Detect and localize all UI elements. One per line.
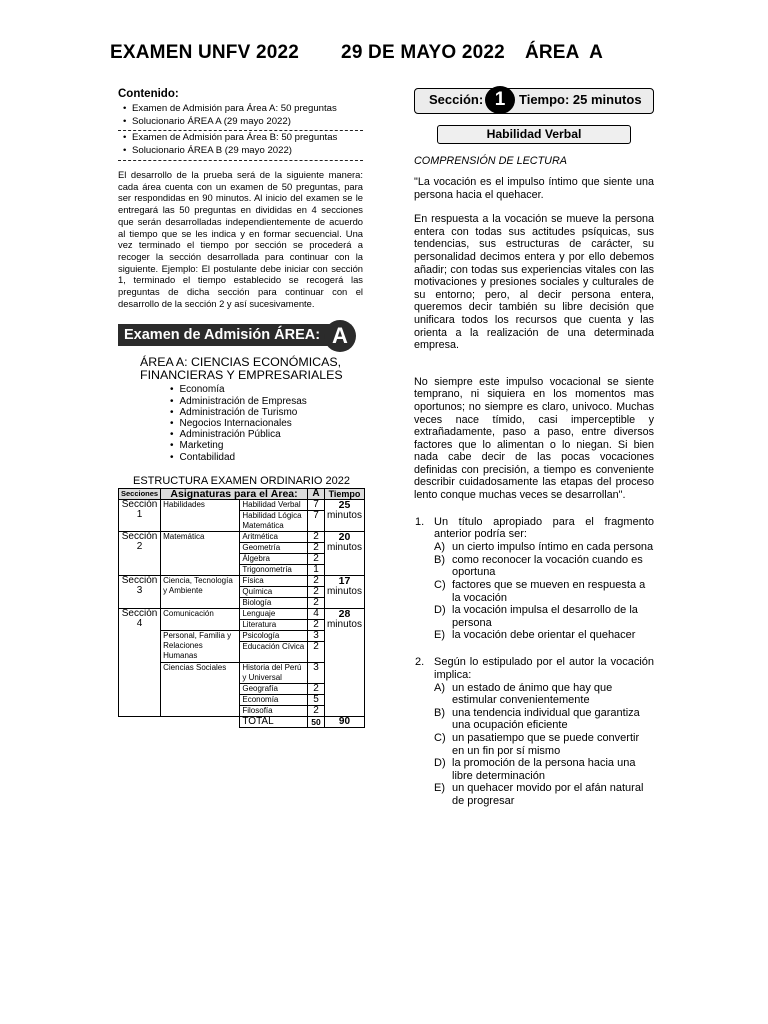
time-cell — [324, 499, 364, 531]
option-letter: E) — [434, 782, 445, 795]
section-label: Sección — [121, 530, 158, 542]
table-row — [119, 608, 365, 619]
option-text: la promoción de la persona hacia una libre determinación — [452, 757, 636, 782]
section-number: 1 — [136, 508, 143, 520]
career-item: • Administración de Empresas — [170, 396, 363, 407]
section-banner — [414, 88, 654, 114]
count-cell: 7 — [307, 499, 324, 510]
option-text: un estado de ánimo que hay que estimular convenientemente — [452, 681, 613, 707]
total-count: 50 — [307, 716, 324, 727]
option-letter: E) — [434, 629, 445, 642]
option-letter: C) — [434, 731, 446, 744]
group-cell: Matemática — [161, 531, 240, 575]
subject-cell: Literatura — [240, 619, 308, 630]
option-text: un cierto impulso íntimo en cada persona — [452, 541, 654, 554]
left-column — [118, 88, 363, 728]
question-2 — [414, 656, 654, 682]
page-header — [110, 42, 603, 64]
option-letter: C) — [434, 579, 446, 592]
subject-cell: Lenguaje — [240, 608, 308, 619]
area-banner — [118, 320, 363, 350]
option-letter: B) — [434, 706, 445, 719]
subject-cell: Química — [240, 586, 308, 597]
option-text: la vocación debe orientar el quehacer — [452, 629, 636, 642]
career-item: • Administración de Turismo — [170, 407, 363, 418]
contents-list — [118, 103, 363, 128]
time-unit: minutos — [326, 541, 362, 553]
count-cell: 2 — [307, 586, 324, 597]
section-number: 2 — [136, 540, 143, 552]
subject-cell: Economía — [240, 694, 308, 705]
count-cell: 4 — [307, 608, 324, 619]
count-cell: 7 — [307, 510, 324, 531]
contents-item: • Solucionario ÁREA A (29 mayo 2022) — [132, 116, 363, 129]
count-cell: 2 — [307, 553, 324, 564]
option-letter: A) — [434, 681, 445, 694]
time-value: 17 — [338, 574, 351, 587]
subject-cell: Aritmética — [240, 531, 308, 542]
count-cell: 2 — [307, 575, 324, 586]
header-time: Tiempo — [324, 488, 364, 499]
question-text: Un título apropiado para el fragmento anterior podría ser: — [434, 515, 654, 541]
count-cell: 2 — [307, 542, 324, 553]
time-value: 25 — [338, 498, 351, 511]
count-cell: 2 — [307, 531, 324, 542]
group-cell: Ciencia, Tecnología y Ambiente — [161, 575, 240, 608]
area-title-line: FINANCIERAS Y EMPRESARIALES — [140, 368, 343, 383]
count-cell: 2 — [307, 683, 324, 694]
section-cell — [119, 531, 161, 575]
reading-paragraph: En respuesta a la vocación se mueve la persona entera con todas sus actitudes psíquicas, sus tendencias, sus estructuras de carácter, su personalidad decimos entera y por ello debemos añadir; con todas sus experiencias vitales con las motivaciones y presiones sociales y culturales de su entorno; pero, al decir persona entera, queremos decir también su libre decisión que unificara todos los recursos que cuenta y las orienta a la realización de una determinada empresa. — [414, 213, 654, 352]
count-cell: 2 — [307, 641, 324, 662]
option-text: como reconocer la vocación cuando es oportuna — [452, 553, 643, 579]
time-value: 20 — [338, 530, 351, 543]
structure-table — [118, 488, 365, 728]
subject-cell: Trigonometría — [240, 564, 308, 575]
header-subjects: Asignaturas para el Área: — [161, 488, 308, 499]
group-cell: Personal, Familia y Relaciones Humanas — [161, 630, 240, 662]
careers-list — [170, 384, 363, 462]
question-number: 1. — [415, 515, 425, 528]
career-item: • Administración Pública — [170, 429, 363, 440]
time-cell — [324, 575, 364, 608]
area-title-line: ÁREA A: CIENCIAS ECONÓMICAS, — [140, 355, 342, 370]
answer-option — [414, 732, 654, 757]
section-label: Sección: — [429, 92, 484, 107]
reading-paragraph: "La vocación es el impulso íntimo que siente una persona hacia el quehacer. — [414, 176, 654, 201]
count-cell: 2 — [307, 705, 324, 716]
subject-cell: Biología — [240, 597, 308, 608]
question-text: Según lo estipulado por el autor la vocación implica: — [434, 656, 654, 681]
question-number: 2. — [415, 656, 425, 668]
contents-item: • Examen de Admisión para Área A: 50 preguntas — [132, 103, 363, 116]
option-letter: B) — [434, 553, 445, 566]
section-cell — [119, 499, 161, 531]
answer-option — [414, 707, 654, 732]
section-time: Tiempo: 25 minutos — [519, 92, 642, 107]
count-cell: 1 — [307, 564, 324, 575]
answer-option — [414, 782, 654, 807]
subject-cell: Álgebra — [240, 553, 308, 564]
group-cell: Ciencias Sociales — [161, 662, 240, 716]
time-cell — [324, 531, 364, 575]
header-sections: Secciones — [119, 488, 161, 499]
answer-option — [414, 629, 654, 642]
time-unit: minutos — [326, 509, 362, 521]
option-text: factores que se mueven en respuesta a la vocación — [452, 579, 646, 604]
area-banner-label: Examen de Admisión ÁREA: — [118, 324, 336, 346]
time-cell — [324, 608, 364, 716]
reading-paragraph: No siempre este impulso vocacional se siente temprano, ni siquiera en los momentos mas oportunos; no siempre es claro, univoco. Muchas veces nace tímido, casi imperceptible y extrañadamente, paso a paso, entre diversos factores que lo alimentan o lo niegan. Si bien nada cabe decir de las pocas vocaciones definidas con precisión, a tiempo es conveniente describir cuidadosamente las etapas del proceso lento conque muchas veces se desarrollan". — [414, 375, 654, 502]
count-cell: 2 — [307, 597, 324, 608]
career-item: • Marketing — [170, 440, 363, 451]
career-item: • Negocios Internacionales — [170, 418, 363, 429]
option-text: un quehacer movido por el afán natural de progresar — [452, 782, 644, 807]
structure-title: ESTRUCTURA EXAMEN ORDINARIO 2022 — [133, 474, 350, 487]
empty-cell — [119, 716, 161, 727]
exam-date: 29 DE MAYO 2022 — [341, 42, 505, 63]
total-row — [119, 716, 365, 727]
contents-item: • Solucionario ÁREA B (29 mayo 2022) — [132, 145, 363, 158]
right-column — [414, 88, 654, 808]
answer-option — [414, 541, 654, 554]
dashed-divider — [118, 160, 363, 161]
section-number: 4 — [136, 617, 143, 629]
time-value: 28 — [338, 607, 351, 620]
total-label: TOTAL — [240, 716, 308, 727]
count-cell: 3 — [307, 662, 324, 683]
subject-cell: Historia del Perú y Universal — [240, 662, 308, 683]
section-label: Sección — [121, 498, 158, 510]
subject-cell: Habilidad Verbal — [240, 499, 308, 510]
total-time: 90 — [324, 716, 364, 727]
option-letter: D) — [434, 604, 446, 617]
answer-option — [414, 757, 654, 782]
option-text: la vocación impulsa el desarrollo de la persona — [452, 604, 638, 629]
area-banner-letter: A — [324, 320, 356, 352]
subject-cell: Geometría — [240, 542, 308, 553]
section-number: 3 — [136, 584, 143, 596]
count-cell: 3 — [307, 630, 324, 641]
empty-cell — [161, 716, 240, 727]
dashed-divider — [118, 130, 363, 131]
option-letter: A) — [434, 541, 445, 554]
exam-area: ÁREA A — [524, 42, 604, 63]
intro-text: El desarrollo de la prueba será de la siguiente manera: cada área cuenta con un examen de 50 preguntas, para ser respondidas en 90 minutos. Al inicio del examen se le entregará las 50 preguntas en divididas en 4 secciones que serán desarrolladas independientemente de acuerdo al tiempo que se les indica y en formar secuencial. Una vez terminado el tiempo por sección se procederá a recoger la sección desarrollada para continuar con la siguiente. Ejemplo: El postulante debe iniciar con sección 1, terminado el tiempo establecido se recogerá las preguntas de dicha sección para continuar con el desarrollo de la sección 2 y así sucesivamente. — [118, 169, 363, 309]
option-text: un pasatiempo que se puede convertir en un fin por sí mismo — [452, 731, 640, 757]
answer-option — [414, 604, 654, 629]
subject-cell: Filosofía — [240, 705, 308, 716]
section-cell — [119, 575, 161, 608]
career-item: • Contabilidad — [170, 452, 363, 463]
group-cell: Comunicación — [161, 608, 240, 630]
question-1 — [414, 516, 654, 542]
reading-title: COMPRENSIÓN DE LECTURA — [414, 155, 567, 167]
option-letter: D) — [434, 757, 446, 770]
contents-title: Contenido: — [118, 88, 179, 100]
subject-cell: Geografía — [240, 683, 308, 694]
header-a: A — [307, 488, 324, 499]
contents-item: • Examen de Admisión para Área B: 50 preguntas — [132, 132, 363, 145]
subject-title: Habilidad Verbal — [437, 125, 631, 144]
table-row — [119, 499, 365, 510]
subject-cell: Psicología — [240, 630, 308, 641]
group-cell: Habilidades — [161, 499, 240, 531]
count-cell: 2 — [307, 619, 324, 630]
count-cell: 5 — [307, 694, 324, 705]
section-cell — [119, 608, 161, 716]
answer-option — [414, 554, 654, 579]
subject-cell: Habilidad Lógica Matemática — [240, 510, 308, 531]
table-row — [119, 575, 365, 586]
section-label: Sección — [121, 607, 158, 619]
exam-title: EXAMEN UNFV 2022 — [110, 42, 300, 63]
contents-list — [118, 132, 363, 157]
career-item: • Economía — [170, 384, 363, 395]
answer-option — [414, 579, 654, 604]
subject-cell: Educación Cívica — [240, 641, 308, 662]
answer-option — [414, 682, 654, 707]
table-header-row — [119, 488, 365, 499]
time-unit: minutos — [326, 618, 362, 630]
section-number: 1 — [485, 86, 515, 114]
table-row — [119, 531, 365, 542]
option-text: una tendencia individual que garantiza una ocupación eficiente — [452, 706, 640, 732]
subject-cell: Física — [240, 575, 308, 586]
section-label: Sección — [121, 574, 158, 586]
area-title — [140, 356, 363, 382]
time-unit: minutos — [326, 585, 362, 597]
